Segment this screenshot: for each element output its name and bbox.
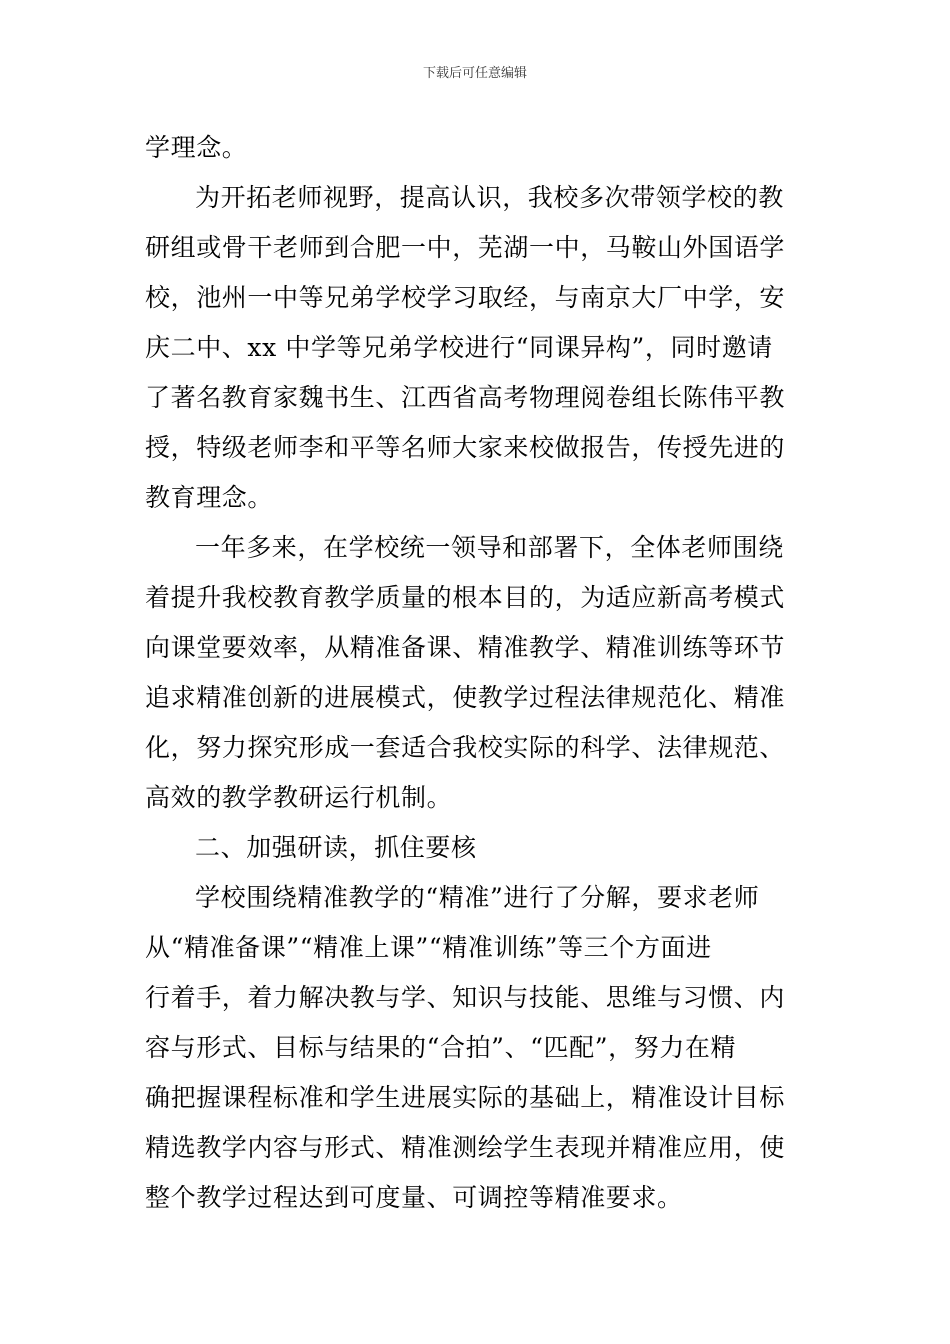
text-line: 学校围绕精准教学的“精准”进行了分解，要求老师 — [195, 883, 760, 912]
text-line: 向课堂要效率，从精准备课、精准教学、精准训练等环节 — [145, 633, 786, 662]
text-line: 了著名教育家魏书生、江西省高考物理阅卷组长陈伟平教 — [145, 383, 786, 412]
text-line: 容与形式、目标与结果的“合拍”、“匹配”，努力在精 — [145, 1033, 737, 1062]
text-line: 确把握课程标准和学生进展实际的基础上，精准设计目标 — [145, 1083, 786, 1112]
text-line: 一年多来，在学校统一领导和部署下，全体老师围绕 — [195, 533, 784, 562]
text-line: 授，特级老师李和平等名师大家来校做报告，传授先进的 — [145, 433, 786, 462]
text-line: 精选教学内容与形式、精准测绘学生表现并精准应用，使 — [145, 1133, 786, 1162]
text-line: 教育理念。 — [145, 483, 274, 512]
text-line: 为开拓老师视野，提高认识，我校多次带领学校的教 — [195, 183, 784, 212]
text-line: 从“精准备课”“精准上课”“精准训练”等三个方面进 — [145, 933, 712, 962]
text-line: 庆二中、xx 中学等兄弟学校进行“同课异构”，同时邀请 — [145, 333, 773, 362]
text-line: 行着手，着力解决教与学、知识与技能、思维与习惯、内 — [145, 983, 786, 1012]
text-line: 整个教学过程达到可度量、可调控等精准要求。 — [145, 1183, 683, 1212]
page-header: 下载后可任意编辑 — [422, 66, 527, 81]
text-line: 研组或骨干老师到合肥一中，芜湖一中，马鞍山外国语学 — [145, 233, 786, 262]
text-line: 追求精准创新的进展模式，使教学过程法律规范化、精准 — [145, 683, 786, 712]
text-line: 着提升我校教育教学质量的根本目的，为适应新高考模式 — [145, 583, 786, 612]
text-line: 学理念。 — [145, 133, 248, 162]
text-line: 高效的教学教研运行机制。 — [145, 783, 453, 812]
text-line: 化，努力探究形成一套适合我校实际的科学、法律规范、 — [145, 733, 786, 762]
section-heading: 二、加强研读，抓住要核 — [195, 833, 477, 862]
text-line: 校，池州一中等兄弟学校学习取经，与南京大厂中学，安 — [145, 283, 786, 312]
